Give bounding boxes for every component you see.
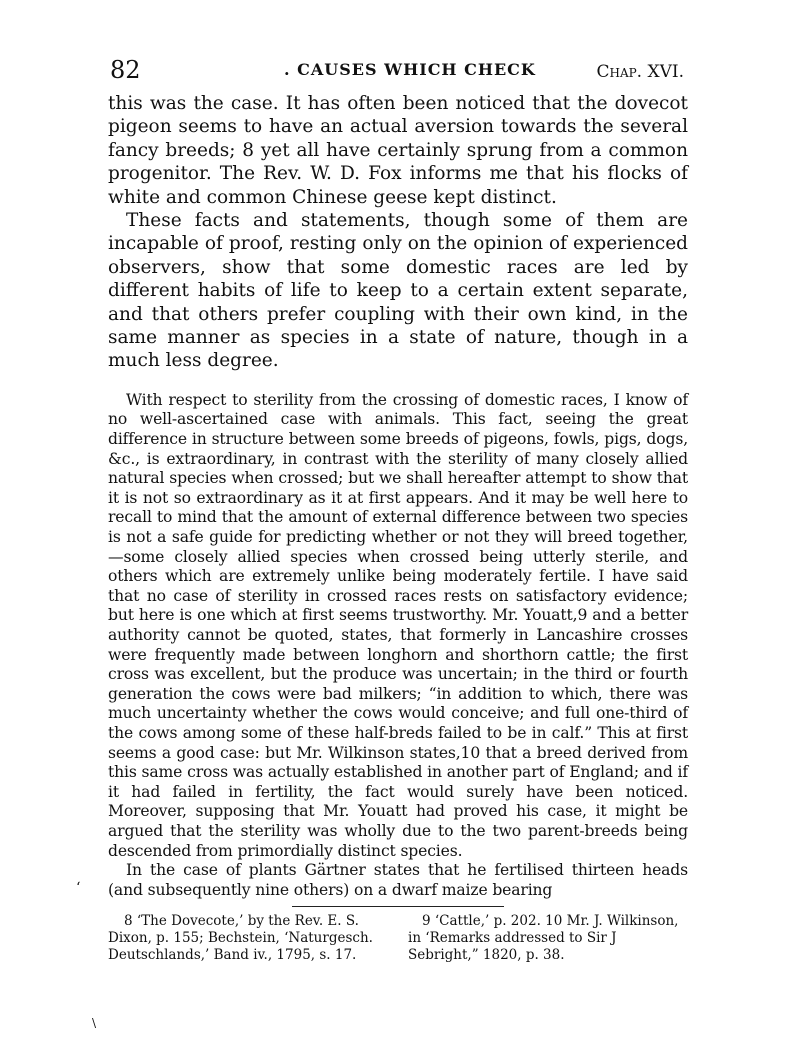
footnote-9-10: 9 ‘Cattle,’ p. 202. 10 Mr. J. Wilkinson, in ‘Remarks addressed to Sir J Sebright,” 1820, p. 38. — [408, 913, 679, 964]
small-print-text — [108, 391, 688, 900]
footnote-8: 8 ‘The Dovecote,’ by the Rev. E. S. Dixon, p. 155; Bechstein, ‘Naturgesch. Deutschlands,’ Band iv., 1795, s. 17. — [108, 913, 373, 964]
chapter-label: Chap. XVI. — [596, 62, 684, 82]
stray-mark-bottom: \ — [92, 1016, 97, 1030]
paragraph-2: These facts and statements, though some of them are incapable of proof, resting only on the opinion of experienced observers, show that some domestic races are led by different habits of life to keep to a certain extent separate, and that others prefer coupling with their own kind, in the same manner as species in a state of nature, though in a much less degree. — [108, 210, 688, 372]
running-title: . CAUSES WHICH CHECK — [284, 60, 536, 79]
footnotes — [108, 913, 688, 964]
paragraph-4: In the case of plants Gärtner states that he fertilised thirteen heads (and subsequently nine others) on a dwarf maize bearing — [108, 861, 688, 899]
stray-mark: ‘ — [76, 880, 81, 896]
paragraph-1: this was the case. It has often been noticed that the dovecot pigeon seems to have an actual aversion towards the several fancy breeds; 8 yet all have certainly sprung from a common progenitor. The Rev. W. D. Fox informs me that his flocks of white and common Chinese geese kept distinct. — [108, 93, 688, 208]
footnote-column-left — [108, 913, 388, 964]
book-page — [108, 52, 688, 964]
main-text — [108, 92, 688, 373]
page-number: 82 — [110, 56, 141, 84]
page-header — [108, 52, 688, 92]
footnote-column-right — [408, 913, 688, 964]
footnote-divider — [292, 906, 504, 907]
paragraph-3: With respect to sterility from the crossing of domestic races, I know of no well-ascertained case with animals. This fact, seeing the great difference in structure between some breeds of pigeons, fowls, pigs, dogs, &c., is extraordinary, in contrast with the sterility of many closely allied natural species when crossed; but we shall hereafter attempt to show that it is not so extraordinary as it at first appears. And it may be well here to recall to mind that the amount of external difference between two species is not a safe guide for predicting whether or not they will breed together,—some closely allied species when crossed being utterly sterile, and others which are extremely unlike being moderately fertile. I have said that no case of sterility in crossed races rests on satisfactory evidence; but here is one which at first seems trustworthy. Mr. Youatt,9 and a better authority cannot be quoted, states, that formerly in Lancashire crosses were frequently made between longhorn and shorthorn cattle; the first cross was excellent, but the produce was uncertain; in the third or fourth generation the cows were bad milkers; “in addition to which, there was much uncertainty whether the cows would conceive; and full one-third of the cows among some of these half-breds failed to be in calf.” This at first seems a good case: but Mr. Wilkinson states,10 that a breed derived from this same cross was actually established in another part of England; and if it had failed in fertility, the fact would surely have been noticed. Moreover, supposing that Mr. Youatt had proved his case, it might be argued that the sterility was wholly due to the two parent-breeds being descended from primordially distinct species. — [108, 390, 688, 860]
